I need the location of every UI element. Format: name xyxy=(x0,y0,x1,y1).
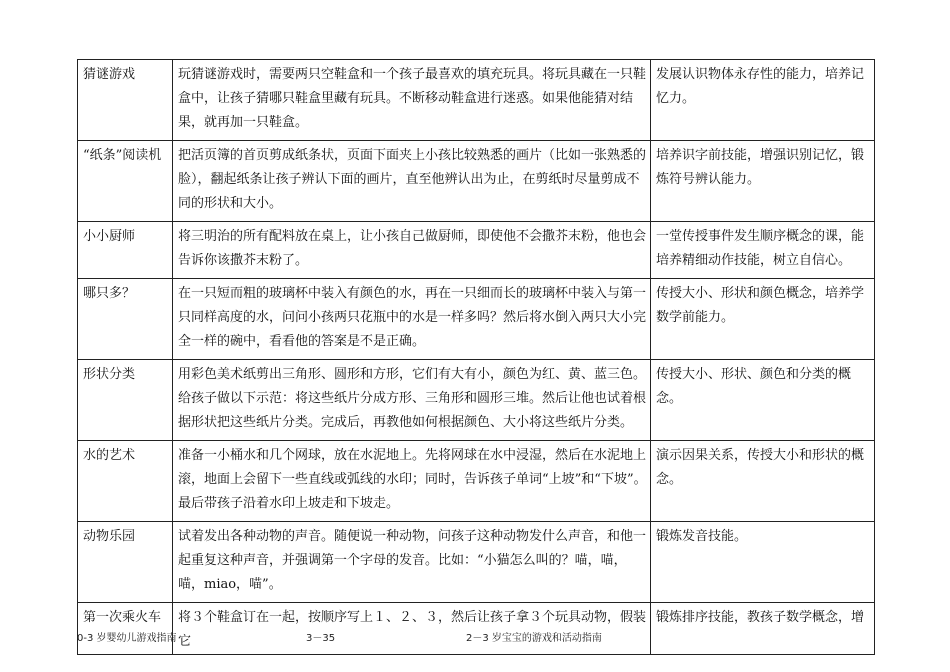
footer-chapter-title: 2－3 岁宝宝的游戏和活动指南 xyxy=(466,633,602,644)
table-row xyxy=(78,141,875,222)
activity-purpose: 锻炼排序技能，教孩子数学概念，增 xyxy=(651,603,875,655)
activity-name: “纸条”阅读机 xyxy=(78,141,173,222)
footer-page-number: 3－35 xyxy=(306,633,336,644)
activity-description: 在一只短而粗的玻璃杯中装入有颜色的水，再在一只细而长的玻璃杯中装入与第一只同样高度的水，问问小孩两只花瓶中的水是一样多吗？然后将水倒入两只大小完全一样的碗中，看看他的答案是不是正确。 xyxy=(173,279,651,360)
activity-purpose: 演示因果关系，传授大小和形状的概念。 xyxy=(651,441,875,522)
table-row xyxy=(78,441,875,522)
activity-description: 用彩色美术纸剪出三角形、圆形和方形，它们有大有小，颜色为红、黄、蓝三色。给孩子做以下示范：将这些纸片分成方形、三角形和圆形三堆。然后让他也试着根据形状把这些纸片分类。完成后，再教他如何根据颜色、大小将这些纸片分类。 xyxy=(173,360,651,441)
activity-description: 将３个鞋盒订在一起，按顺序写上１、２、３，然后让孩子拿３个玩具动物，假装它 xyxy=(173,603,651,655)
activity-table xyxy=(77,59,875,655)
table-row xyxy=(78,60,875,141)
table-row xyxy=(78,222,875,279)
activity-description: 试着发出各种动物的声音。随便说一种动物，问孩子这种动物发什么声音，和他一起重复这种声音，并强调第一个字母的发音。比如：“小猫怎么叫的？喵，喵，喵，miao，喵”。 xyxy=(173,522,651,603)
activity-description: 准备一小桶水和几个网球，放在水泥地上。先将网球在水中浸湿，然后在水泥地上滚，地面上会留下一些直线或弧线的水印；同时，告诉孩子单词“上坡”和“下坡”。最后带孩子沿着水印上坡走和下坡走。 xyxy=(173,441,651,522)
table-row xyxy=(78,279,875,360)
activity-name: 水的艺术 xyxy=(78,441,173,522)
activity-name: 小小厨师 xyxy=(78,222,173,279)
activity-description: 将三明治的所有配料放在桌上，让小孩自己做厨师，即使他不会撒芥末粉，他也会告诉你该撒芥末粉了。 xyxy=(173,222,651,279)
activity-purpose: 发展认识物体永存性的能力，培养记忆力。 xyxy=(651,60,875,141)
activity-name: 动物乐园 xyxy=(78,522,173,603)
activity-description: 把活页簿的首页剪成纸条状，页面下面夹上小孩比较熟悉的画片（比如一张熟悉的脸），翻起纸条让孩子辨认下面的画片，直至他辨认出为止，在剪纸时尽量剪成不同的形状和大小。 xyxy=(173,141,651,222)
activity-purpose: 锻炼发音技能。 xyxy=(651,522,875,603)
activity-purpose: 传授大小、形状和颜色概念，培养学数学前能力。 xyxy=(651,279,875,360)
table-row xyxy=(78,522,875,603)
activity-name: 猜谜游戏 xyxy=(78,60,173,141)
footer-book-title: 0-3 岁婴幼儿游戏指南 xyxy=(77,633,177,644)
activity-purpose: 一堂传授事件发生顺序概念的课，能培养精细动作技能，树立自信心。 xyxy=(651,222,875,279)
activity-name: 形状分类 xyxy=(78,360,173,441)
table-row xyxy=(78,360,875,441)
activity-description: 玩猜谜游戏时，需要两只空鞋盒和一个孩子最喜欢的填充玩具。将玩具藏在一只鞋盒中，让孩子猜哪只鞋盒里藏有玩具。不断移动鞋盒进行迷惑。如果他能猜对结果，就再加一只鞋盒。 xyxy=(173,60,651,141)
activity-purpose: 传授大小、形状、颜色和分类的概念。 xyxy=(651,360,875,441)
activity-name: 第一次乘火车 xyxy=(78,603,173,655)
activity-name: 哪只多？ xyxy=(78,279,173,360)
activity-purpose: 培养识字前技能，增强识别记忆，锻炼符号辨认能力。 xyxy=(651,141,875,222)
